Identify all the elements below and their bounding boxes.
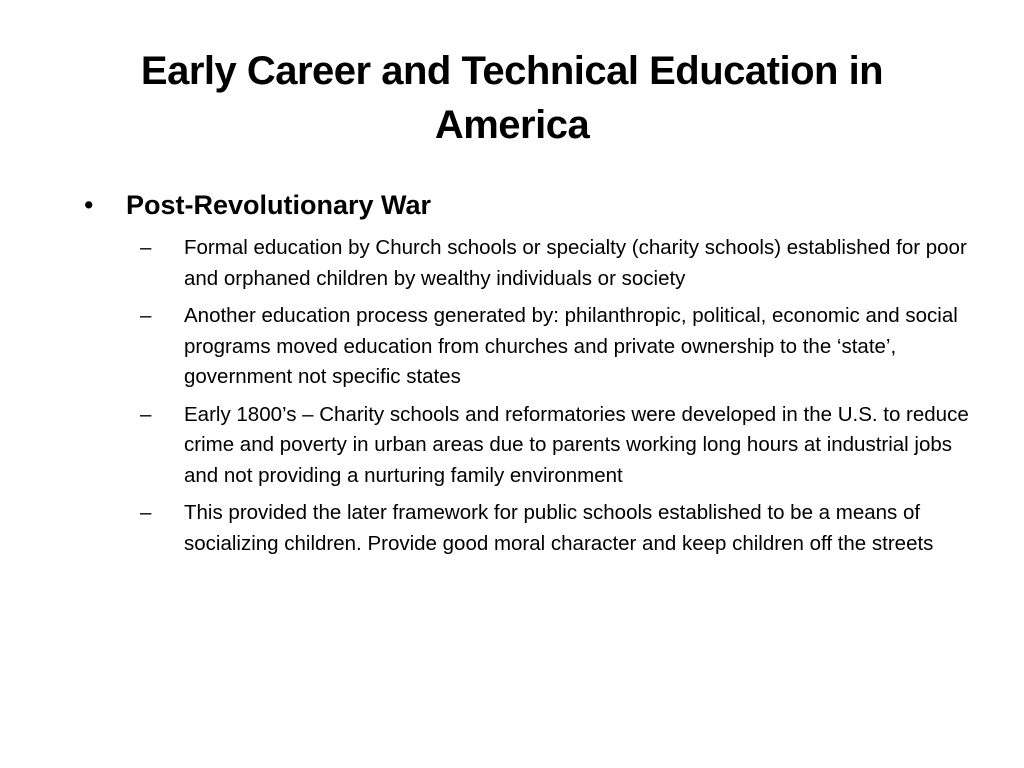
sub-bullet-list	[84, 233, 974, 559]
dash-marker: –	[140, 304, 152, 327]
bullet-heading: Post-Revolutionary War	[126, 190, 432, 220]
bullet-level-1	[84, 184, 974, 226]
sub-bullet-text: Early 1800’s – Charity schools and reformatories were developed in the U.S. to reduce crime and poverty in urban areas due to parents working long hours at industrial jobs and not providing a nurturing family environment	[184, 402, 969, 487]
sub-bullet-item	[84, 233, 974, 294]
slide-title: Early Career and Technical Education in America	[140, 49, 884, 147]
sub-bullet-item	[84, 498, 974, 559]
dash-marker: –	[140, 236, 152, 259]
dash-marker: –	[140, 402, 152, 426]
sub-bullet-item	[84, 400, 974, 492]
bullet-marker: •	[84, 190, 94, 220]
sub-bullet-item	[84, 301, 974, 393]
sub-bullet-text: Another education process generated by: philanthropic, political, economic and social programs moved education from churches and private ownership to the ‘state’, government not specific states	[184, 304, 958, 388]
slide-content	[84, 184, 974, 559]
dash-marker: –	[140, 501, 152, 524]
sub-bullet-text: This provided the later framework for public schools established to be a means of socializing children. Provide good moral character and keep children off the streets	[184, 501, 934, 555]
sub-bullet-text: Formal education by Church schools or specialty (charity schools) established for poor and orphaned children by wealthy individuals or society	[184, 236, 967, 290]
